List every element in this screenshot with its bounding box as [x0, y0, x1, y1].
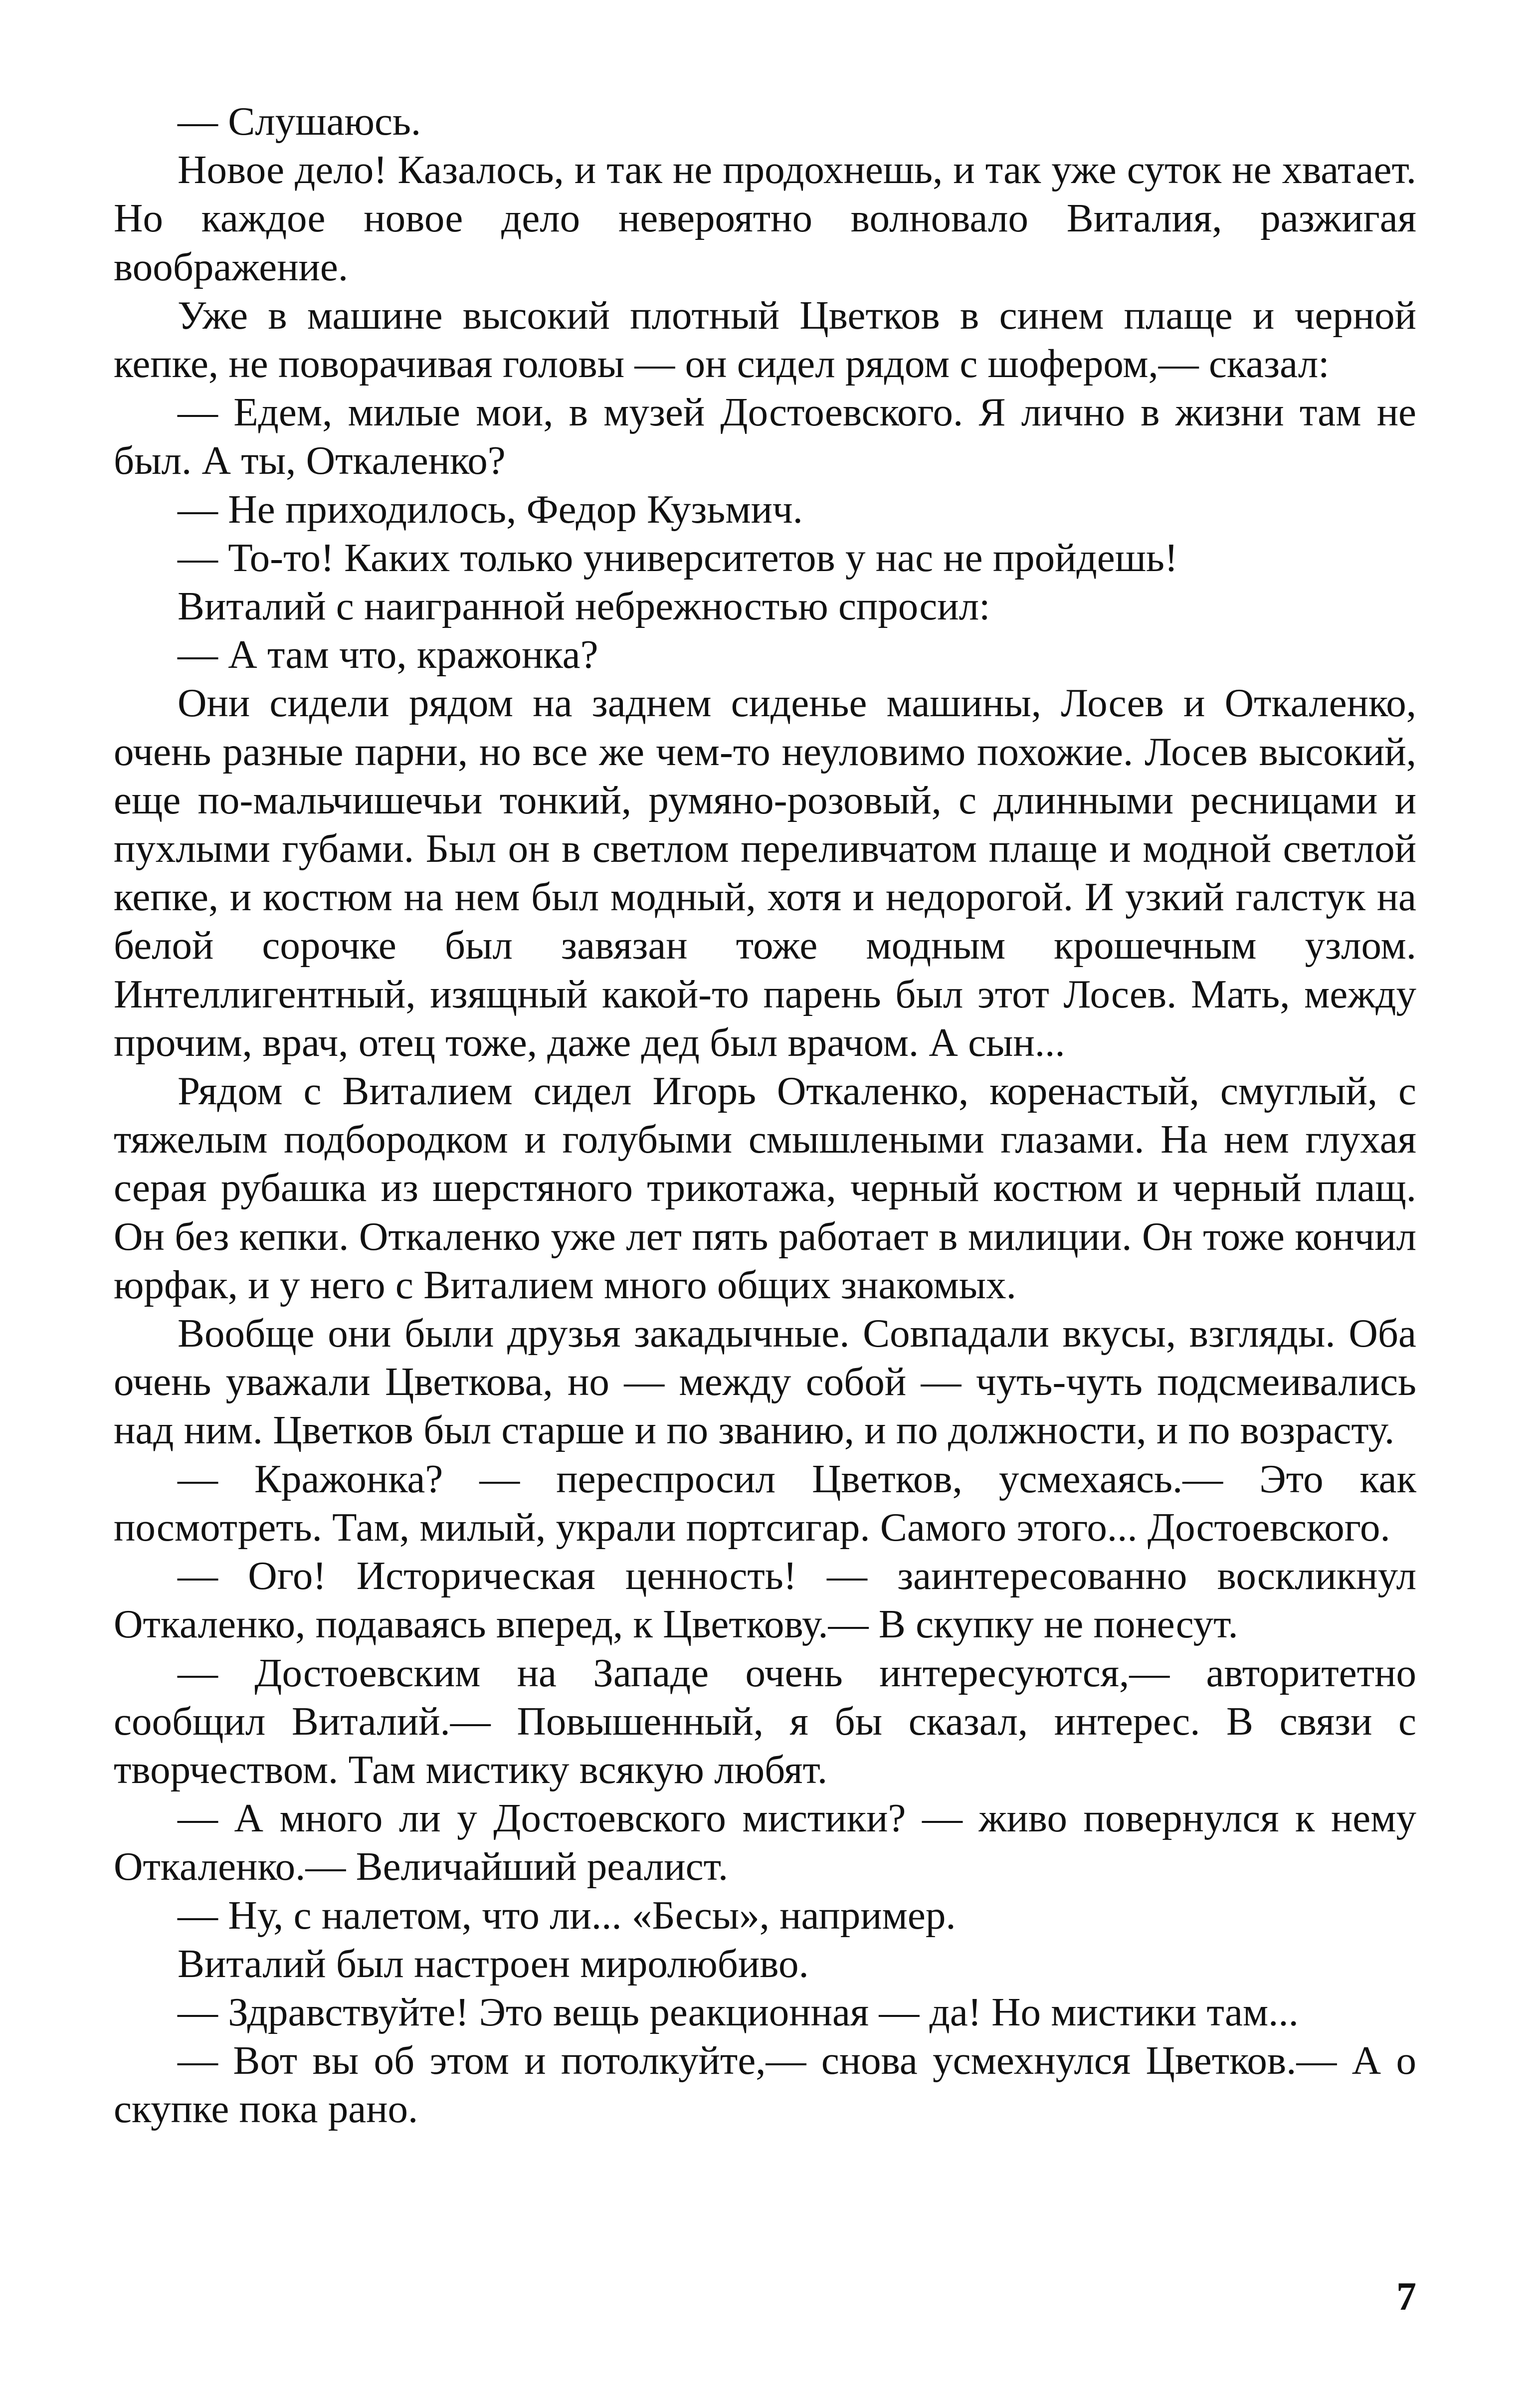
page-number: 7: [1396, 2275, 1416, 2319]
paragraph-16: — Ну, с налетом, что ли... «Бесы», например.: [178, 1892, 956, 1938]
paragraph-12: — Кражонка? — переспросил Цветков, усмехаясь.— Это как посмотреть. Там, милый, украли портсигар. Самого этого... Достоевского.: [114, 1456, 1416, 1550]
paragraph-9: Они сидели рядом на заднем сиденье машины, Лосев и Откаленко, очень разные парни, но все же чем-то неуловимо похожие. Лосев высокий, еще по-мальчишечьи тонкий, румяно-розовый, с длинными ресницами и пухлыми губами. Был он в светлом переливчатом плаще и модной светлой кепке, и костюм на нем был модный, хотя и недорогой. И узкий галстук на белой сорочке был завязан тоже модным крошечным узлом. Интеллигентный, изящный какой-то парень был этот Лосев. Мать, между прочим, врач, отец тоже, даже дед был врачом. А сын...: [114, 680, 1416, 1065]
paragraph-10: Рядом с Виталием сидел Игорь Откаленко, коренастый, смуглый, с тяжелым подбородком и голубыми смышлеными глазами. На нем глухая серая рубашка из шерстяного трикотажа, черный костюм и черный плащ. Он без кепки. Откаленко уже лет пять работает в милиции. Он тоже кончил юрфак, и у него с Виталием много общих знакомых.: [114, 1068, 1416, 1307]
paragraph-8: — А там что, кражонка?: [178, 632, 598, 677]
paragraph-1: — Слушаюсь.: [178, 99, 421, 144]
paragraph-6: — То-то! Каких только университетов у нас не пройдешь!: [178, 535, 1178, 580]
text-body: [114, 97, 1416, 2134]
paragraph-15: — А много ли у Достоевского мистики? — живо повернулся к нему Откаленко.— Величайший реалист.: [114, 1795, 1416, 1889]
paragraph-5: — Не приходилось, Федор Кузьмич.: [178, 486, 803, 532]
paragraph-19: — Вот вы об этом и потолкуйте,— снова усмехнулся Цветков.— А о скупке пока рано.: [114, 2038, 1416, 2132]
paragraph-3: Уже в машине высокий плотный Цветков в синем плаще и черной кепке, не поворачивая головы — он сидел рядом с шофером,— сказал:: [114, 292, 1416, 387]
paragraph-17: Виталий был настроен миролюбиво.: [178, 1941, 809, 1986]
paragraph-2: Новое дело! Казалось, и так не продохнешь, и так уже суток не хватает. Но каждое новое дело невероятно волновало Виталия, разжигая воображение.: [114, 147, 1416, 289]
paragraph-14: — Достоевским на Западе очень интересуются,— авторитетно сообщил Виталий.— Повышенный, я бы сказал, интерес. В связи с творчеством. Там мистику всякую любят.: [114, 1650, 1416, 1792]
paragraph-4: — Едем, милые мои, в музей Достоевского. Я лично в жизни там не был. А ты, Откаленко?: [114, 390, 1416, 483]
paragraph-13: — Ого! Историческая ценность! — заинтересованно воскликнул Откаленко, подаваясь вперед, к Цветкову.— В скупку не понесут.: [114, 1553, 1416, 1647]
paragraph-11: Вообще они были друзья закадычные. Совпадали вкусы, взгляды. Оба очень уважали Цветкова, но — между собой — чуть-чуть подсмеивались над ним. Цветков был старше и по званию, и по должности, и по возрасту.: [114, 1311, 1416, 1453]
paragraph-7: Виталий с наигранной небрежностью спросил:: [178, 584, 990, 629]
paragraph-18: — Здравствуйте! Это вещь реакционная — да! Но мистики там...: [178, 1989, 1299, 2034]
